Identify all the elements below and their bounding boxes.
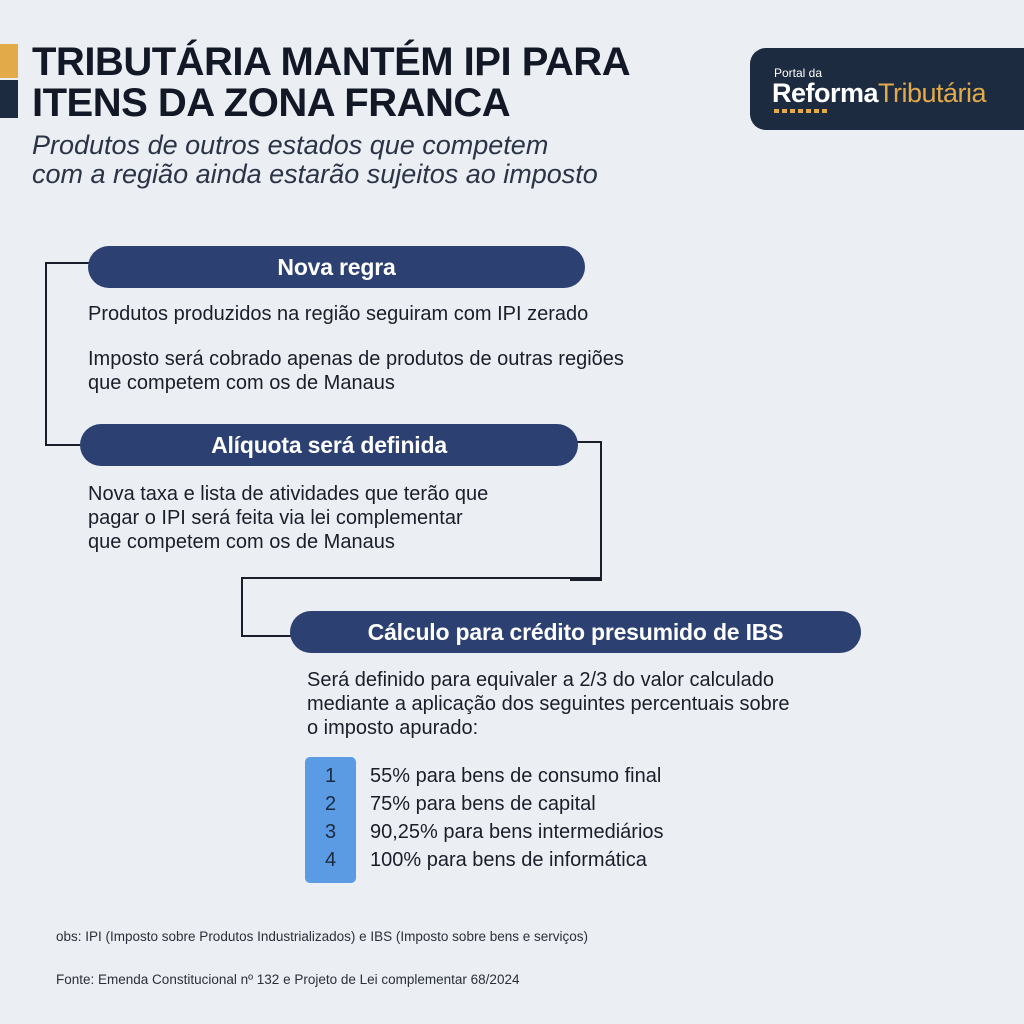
list-number: 3 xyxy=(324,821,337,843)
paragraph-line: mediante a aplicação dos seguintes percentuais sobre xyxy=(307,693,790,715)
headline-line-2: ITENS DA ZONA FRANCA xyxy=(32,81,511,125)
list-number: 1 xyxy=(324,765,337,787)
paragraph-line: Será definido para equivaler a 2/3 do valor calculado xyxy=(307,669,774,691)
list-number: 2 xyxy=(324,793,337,815)
accent-bar-gold xyxy=(0,44,18,78)
accent-bar-navy xyxy=(0,80,18,118)
paragraph-line: pagar o IPI será feita via lei complementar xyxy=(88,507,463,529)
paragraph-line: o imposto apurado: xyxy=(307,717,479,739)
list-item: 75% para bens de capital xyxy=(370,793,596,815)
list-item: 55% para bens de consumo final xyxy=(370,765,662,787)
brand-dots xyxy=(774,109,830,113)
paragraph-line: Nova taxa e lista de atividades que terão que xyxy=(88,483,489,505)
footnote-source: Fonte: Emenda Constitucional nº 132 e Projeto de Lei complementar 68/2024 xyxy=(56,972,520,987)
footnote-obs: obs: IPI (Imposto sobre Produtos Industrializados) e IBS (Imposto sobre bens e serviços) xyxy=(56,929,588,944)
brand-logo xyxy=(750,48,1024,130)
connector-line-horizontal xyxy=(241,577,601,579)
subtitle-line-2: com a região ainda estarão sujeitos ao imposto xyxy=(32,159,598,189)
list-item: 100% para bens de informática xyxy=(370,849,647,871)
list-item: 90,25% para bens intermediários xyxy=(370,821,664,843)
paragraph-calculo xyxy=(307,668,790,740)
headline-line-1: TRIBUTÁRIA MANTÉM IPI PARA xyxy=(32,40,631,84)
headline xyxy=(32,42,732,124)
section-header-nova-regra: Nova regra xyxy=(88,246,585,288)
paragraph-line: Imposto será cobrado apenas de produtos de outras regiões xyxy=(88,348,624,370)
paragraph-line: que competem com os de Manaus xyxy=(88,372,395,394)
brand-name xyxy=(772,78,986,109)
paragraph-nova-regra-1 xyxy=(88,302,588,326)
subtitle-line-1: Produtos de outros estados que competem xyxy=(32,130,549,160)
paragraph-nova-regra-2 xyxy=(88,347,624,395)
connector-line-2 xyxy=(570,441,602,581)
paragraph-line: Produtos produzidos na região seguiram com IPI zerado xyxy=(88,303,589,325)
list-number: 4 xyxy=(324,849,337,871)
brand-name-accent: Tributária xyxy=(878,78,987,108)
section-header-calculo: Cálculo para crédito presumido de IBS xyxy=(290,611,861,653)
paragraph-line: que competem com os de Manaus xyxy=(88,531,395,553)
subtitle xyxy=(32,131,772,189)
list-number-column xyxy=(305,757,356,883)
brand-small-text: Portal da xyxy=(774,66,823,80)
section-header-aliquota: Alíquota será definida xyxy=(80,424,578,466)
brand-name-main: Reforma xyxy=(772,78,879,108)
paragraph-aliquota xyxy=(88,482,488,554)
